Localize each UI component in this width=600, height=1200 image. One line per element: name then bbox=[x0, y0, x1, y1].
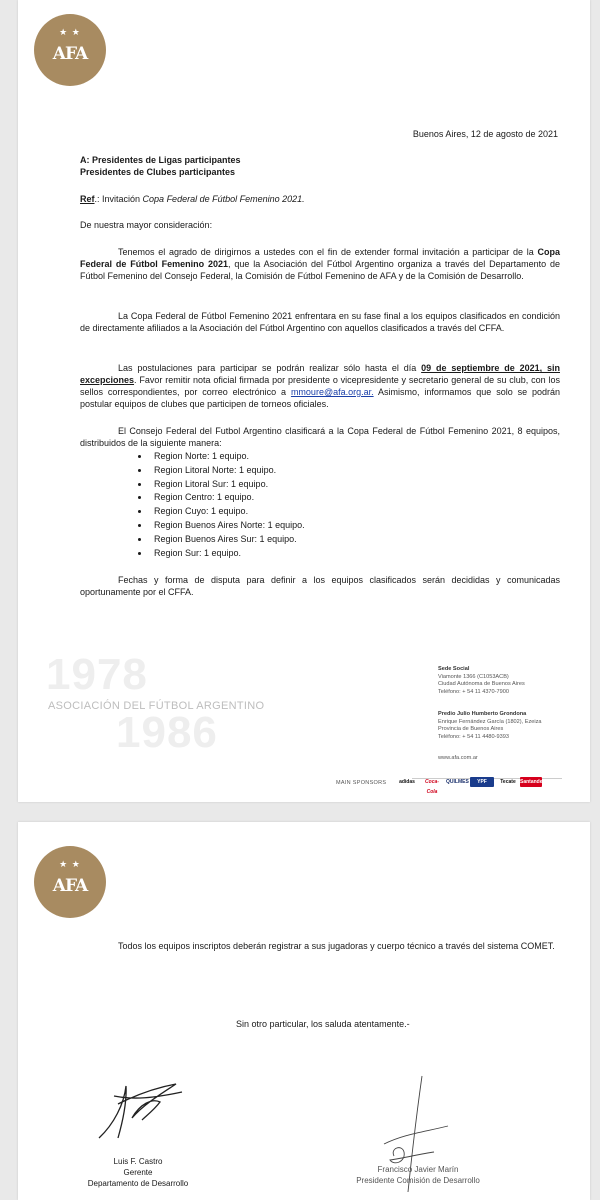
signer-2-title: Presidente Comisión de Desarrollo bbox=[356, 1176, 480, 1185]
list-item: • Region Litoral Norte: 1 equipo. bbox=[150, 464, 370, 478]
paragraph-3 bbox=[80, 362, 560, 410]
addressee-line-2: Presidentes de Clubes participantes bbox=[80, 167, 236, 177]
sponsor-tecate-logo: Tecate bbox=[500, 779, 516, 785]
reference-line bbox=[80, 193, 520, 205]
closing-line: Sin otro particular, los saluda atentamente.- bbox=[236, 1019, 410, 1029]
p1-cup-name: Copa Federal de Fútbol Femenino 2021 bbox=[80, 247, 560, 269]
list-item: • Region Norte: 1 equipo. bbox=[150, 450, 370, 464]
email-link[interactable]: mmoure@afa.org.ar. bbox=[290, 387, 374, 397]
p1-text-a: Tenemos el agrado de dirigirnos a ustedes con el fin de extender formal invitación a participar de la bbox=[118, 247, 538, 257]
list-item: • Region Litoral Sur: 1 equipo. bbox=[150, 478, 370, 492]
logo-text: AFA bbox=[52, 876, 88, 896]
footer-org-name: ASOCIACIÓN DEL FÚTBOL ARGENTINO bbox=[48, 700, 265, 712]
list-item: • Region Buenos Aires Norte: 1 equipo. bbox=[150, 519, 370, 533]
stars-icon: ★ ★ bbox=[59, 27, 81, 37]
ref-colon: .: Invitación bbox=[94, 194, 143, 204]
watermark-year-1986: 1986 bbox=[116, 708, 218, 757]
ref-subject: Copa Federal de Fútbol Femenino 2021. bbox=[142, 194, 305, 204]
page2-paragraph: Todos los equipos inscriptos deberán registrar a sus jugadoras y cuerpo técnico a través del sistema COMET. bbox=[118, 941, 555, 951]
p3-text-d: Asimismo, informamos que solo se podrán postular equipos de clubes que participen de torneos oficiales. bbox=[80, 387, 561, 409]
watermark-year-1978: 1978 bbox=[46, 650, 148, 699]
predio-line: Enrique Fernández García (1802), Ezeiza bbox=[438, 718, 542, 725]
contact-predio bbox=[438, 711, 588, 741]
sede-line: Teléfono: + 54 11 4370-7900 bbox=[438, 688, 509, 695]
sponsor-cocacola-logo: Coca-Cola bbox=[425, 779, 439, 795]
signer-1-title: Gerente bbox=[123, 1168, 153, 1177]
website-link[interactable]: www.afa.com.ar bbox=[438, 755, 478, 761]
list-item: • Region Sur: 1 equipo. bbox=[150, 547, 370, 561]
sponsors-label: MAIN SPONSORS bbox=[336, 780, 387, 786]
list-item: • Region Cuyo: 1 equipo. bbox=[150, 505, 370, 519]
paragraph-4: El Consejo Federal del Futbol Argentino clasificará a la Copa Federal de Fútbol Femenino 2021, 8 equipos, distribuidos de la siguiente manera: bbox=[80, 426, 560, 448]
paragraph-1 bbox=[80, 246, 560, 282]
sponsor-adidas-logo: adidas bbox=[399, 779, 415, 785]
stars-icon: ★ ★ bbox=[59, 859, 81, 869]
sponsor-quilmes-logo: QUILMES bbox=[446, 779, 469, 785]
p1-text-c: , que la Asociación del Fútbol Argentino organiza a través del Departamento de Fútbol Femenino del Consejo Federal, la Comisión de Fútbol Femenino de AFA y de la Comisión de Desarrollo. bbox=[80, 259, 560, 281]
letter-page-2 bbox=[18, 822, 590, 1200]
p3-text-c: . Favor remitir nota oficial firmada por presidente o vicepresidente y secretario general de su club, con los sellos correspondientes, por correo electrónico a bbox=[80, 375, 560, 397]
paragraph-2: La Copa Federal de Fútbol Femenino 2021 enfrentara en su fase final a los equipos clasificados en condición de directamente afiliados a la Asociación del Fútbol Argentino con aquellos clasificados a través del CFFA. bbox=[80, 311, 560, 333]
predio-title: Predio Julio Humberto Grondona bbox=[438, 711, 527, 717]
contact-sede bbox=[438, 666, 588, 696]
paragraph-5: Fechas y forma de disputa para definir a los equipos clasificados serán decididas y comunicadas oportunamente por el CFFA. bbox=[80, 575, 560, 597]
sede-line: Ciudad Autónoma de Buenos Aires bbox=[438, 681, 525, 688]
addressee-line-1: A: Presidentes de Ligas participantes bbox=[80, 155, 241, 165]
salutation: De nuestra mayor consideración: bbox=[80, 220, 213, 230]
predio-line: Teléfono: + 54 11 4480-9393 bbox=[438, 733, 509, 740]
p3-text-a: Las postulaciones para participar se podrán realizar sólo hasta el día bbox=[118, 363, 422, 373]
sede-title: Sede Social bbox=[438, 666, 470, 672]
signer-1-department: Departamento de Desarrollo bbox=[87, 1179, 189, 1188]
afa-logo bbox=[34, 846, 106, 918]
ref-label: Ref bbox=[80, 194, 95, 204]
signer-1-name: Luis F. Castro bbox=[113, 1157, 163, 1166]
sponsor-santander-logo: Santander bbox=[520, 779, 545, 785]
list-item: • Region Buenos Aires Sur: 1 equipo. bbox=[150, 533, 370, 547]
regions-list bbox=[136, 450, 370, 560]
signer-2-name: Francisco Javier Marín bbox=[377, 1165, 459, 1174]
letter-page-1 bbox=[18, 0, 590, 802]
p3-deadline: 09 de septiembre de 2021, sin excepciones bbox=[80, 363, 560, 385]
predio-line: Provincia de Buenos Aires bbox=[438, 726, 504, 733]
logo-text: AFA bbox=[52, 44, 88, 64]
letter-date: Buenos Aires, 12 de agosto de 2021 bbox=[412, 129, 558, 139]
list-item: • Region Centro: 1 equipo. bbox=[150, 491, 370, 505]
afa-logo bbox=[34, 14, 106, 86]
signature-castro bbox=[94, 1074, 194, 1146]
sede-line: Viamonte 1366 (C1053ACB) bbox=[438, 673, 509, 680]
sponsor-ypf-logo: YPF bbox=[470, 777, 494, 787]
